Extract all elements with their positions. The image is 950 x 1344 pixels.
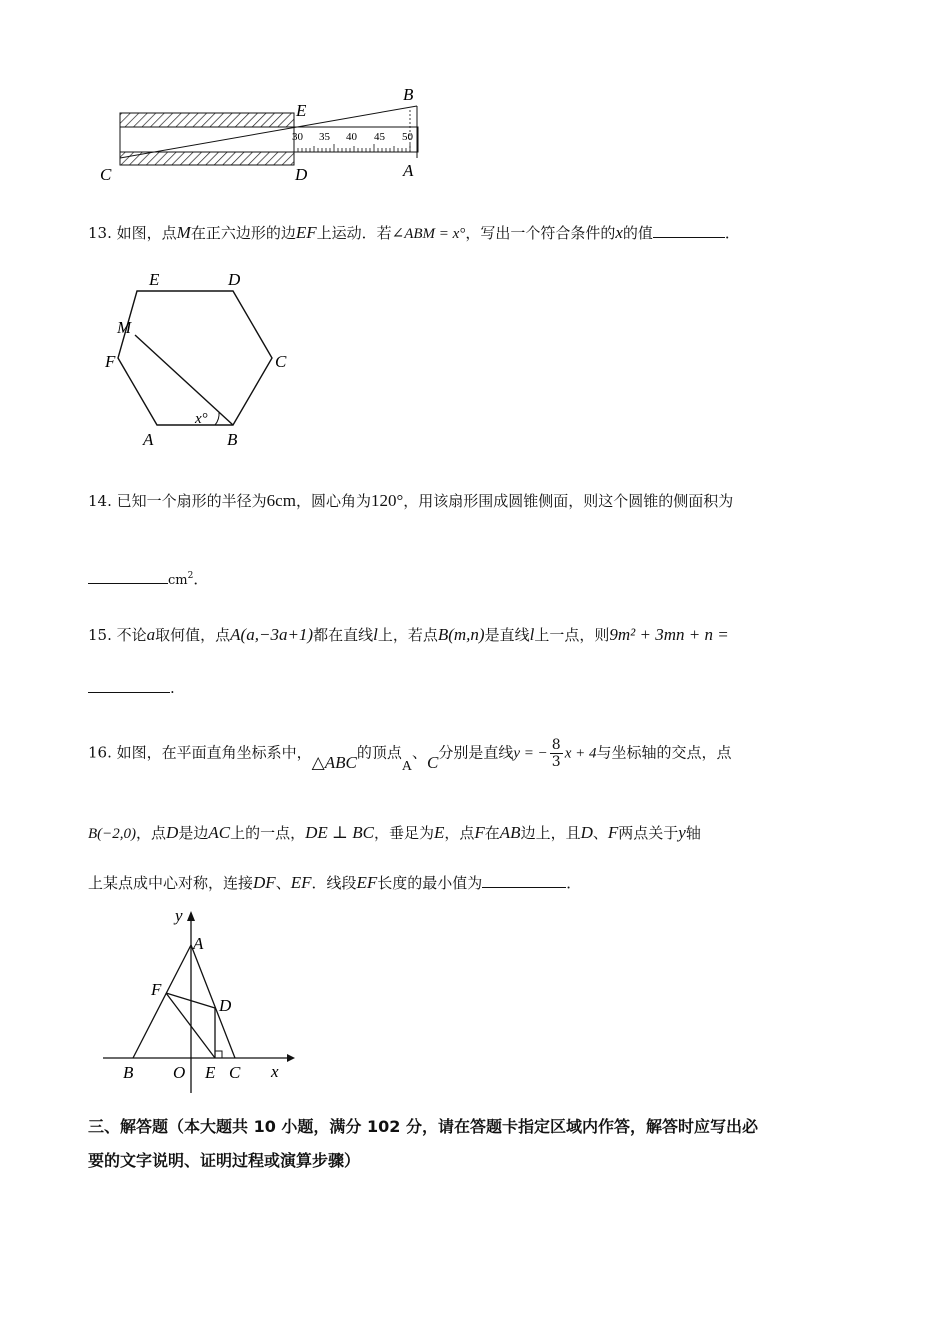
q14-text-c: ，用该扇形围成圆锥侧面，则这个圆锥的侧面积为: [403, 492, 734, 510]
coord-label-A: A: [193, 934, 204, 953]
q16-E: E: [433, 823, 445, 842]
q16-text-e: ，点: [136, 824, 167, 842]
y-axis-arrow: [187, 911, 195, 921]
hexagon: [118, 291, 272, 425]
angle-arc: [215, 412, 219, 425]
q15-text-e: 是直线: [484, 626, 530, 644]
q15-answer-blank: [88, 678, 170, 693]
q16-EF: EF: [290, 873, 312, 892]
q14-radius: 6cm: [266, 491, 296, 510]
tick-label-40: 40: [346, 131, 357, 143]
q13-answer-blank: [653, 223, 725, 238]
q16-C: C: [427, 752, 439, 772]
q16-text-a: 如图，在平面直角坐标系中，: [116, 743, 312, 762]
q14-text-a: 已知一个扇形的半径为: [116, 492, 267, 510]
q16-F2: F: [607, 823, 619, 842]
q16-sep3: 、: [275, 874, 291, 892]
question-14-line2: [88, 566, 208, 591]
q14-number: 14.: [88, 492, 112, 510]
q16-text-g: 上的一点，: [230, 824, 306, 842]
q13-end: ．: [724, 224, 740, 242]
q16-text-j: 在: [484, 824, 500, 842]
hex-label-E: E: [149, 270, 160, 289]
q16-text-h: ，垂足为: [373, 824, 434, 842]
q15-text-a: 不论: [116, 626, 147, 644]
middle-strip: [120, 127, 294, 152]
q15-pointA: A(a,−3a+1): [230, 625, 314, 644]
q16-AC: AC: [208, 823, 231, 842]
q13-text-a: 如图，点: [116, 224, 177, 242]
q16-answer-blank: [482, 873, 566, 888]
section-3-heading: [88, 1110, 878, 1178]
question-16: [88, 737, 732, 774]
coord-label-D: D: [219, 996, 232, 1015]
q16-F: F: [474, 823, 485, 842]
coord-label-O: O: [173, 1063, 186, 1082]
hex-label-B: B: [227, 430, 238, 449]
hex-label-F: F: [105, 352, 116, 371]
question-16-line3: [88, 873, 581, 893]
question-16-line2: [88, 823, 701, 844]
tick-label-50: 50: [402, 131, 413, 143]
coord-label-x: x: [271, 1062, 279, 1081]
q16-text-l: 两点关于: [618, 824, 679, 842]
q14-angle: 120°: [370, 491, 404, 510]
q15-end: .: [170, 679, 175, 697]
coord-label-F: F: [151, 980, 162, 999]
q16-D: D: [166, 823, 179, 842]
q13-text-d: ，写出一个符合条件的: [465, 224, 616, 242]
hexagon-figure: [95, 265, 305, 455]
q13-text-e: 的值: [622, 224, 653, 242]
q16-D2: D: [580, 823, 593, 842]
q13-x: x: [615, 223, 623, 242]
q13-M: M: [176, 223, 191, 242]
q15-number: 15.: [88, 626, 112, 644]
section-3-line2: 要的文字说明、证明过程或演算步骤）: [88, 1151, 361, 1170]
label-B: B: [403, 85, 414, 104]
coordinate-figure: [95, 905, 300, 1095]
label-E: E: [296, 101, 307, 120]
q15-l1: l: [373, 625, 378, 644]
q16-text-o: 长度的最小值为: [377, 874, 483, 892]
q16-text-f: 是边: [178, 824, 209, 842]
q15-text-f: 上一点，则: [534, 626, 610, 644]
q13-text-b: 在正六边形的边: [190, 224, 296, 242]
q16-DF: DF: [253, 873, 276, 892]
q15-expr: 9m² + 3mn + n =: [609, 625, 729, 644]
q15-l2: l: [529, 625, 535, 644]
q16-y: y: [678, 823, 686, 842]
q16-A: A: [401, 758, 412, 774]
tick-label-45: 45: [374, 131, 385, 143]
q14-end: ．: [193, 570, 209, 588]
q16-number: 16.: [88, 743, 112, 762]
q14-unit: cm: [168, 573, 188, 588]
q16-fraction: [550, 737, 563, 770]
q16-frac-den: 3: [551, 754, 561, 770]
q16-frac-num: 8: [551, 737, 561, 753]
q16-text-n: ．线段: [311, 874, 357, 892]
coord-label-B: B: [123, 1063, 134, 1082]
label-C: C: [100, 165, 112, 184]
hex-label-D: D: [228, 270, 241, 289]
q16-AB: AB: [499, 823, 521, 842]
q16-eq-right: x + 4: [564, 745, 597, 762]
question-15: [88, 625, 729, 645]
q13-angle: ∠ABM = x°: [391, 226, 466, 242]
hex-label-C: C: [275, 352, 287, 371]
coord-label-E: E: [205, 1063, 216, 1082]
q16-eq-left: y = −: [513, 745, 548, 762]
x-axis-arrow: [287, 1054, 295, 1062]
q16-sep2: 、: [592, 824, 608, 842]
q16-text-d: 与坐标轴的交点，点: [596, 743, 732, 762]
section-3-line1: 三、解答题（本大题共 10 小题，满分 102 分，请在答题卡指定区域内作答，解答时应写出必: [88, 1117, 758, 1136]
q13-EF: EF: [295, 223, 317, 242]
q16-perp: DE ⊥ BC: [305, 823, 374, 842]
ruler-figure: [95, 80, 435, 190]
right-angle-mark: [215, 1051, 222, 1058]
coord-label-C: C: [229, 1063, 241, 1082]
hex-angle-label: x°: [195, 411, 208, 427]
q16-text-c: 分别是直线: [438, 743, 514, 762]
hex-label-A: A: [143, 430, 154, 449]
q14-text-b: ，圆心角为: [295, 492, 371, 510]
q16-text-m: 轴: [685, 824, 701, 842]
q16-sep: 、: [411, 743, 427, 762]
q16-text-b: 的顶点: [356, 743, 402, 762]
q16-text-i: ，点: [444, 824, 475, 842]
lower-hatched-bar: [120, 152, 294, 165]
q15-text-c: 都在直线: [313, 626, 374, 644]
question-13: [88, 223, 740, 244]
label-D: D: [295, 165, 308, 184]
q16-end: ．: [566, 874, 582, 892]
q16-text-k: 边上，且: [520, 824, 581, 842]
q13-text-c: 上运动．若: [316, 224, 392, 242]
q15-text-d: 上，若点: [377, 626, 438, 644]
q16-line3-a: 上某点成中心对称，连接: [88, 874, 254, 892]
tick-label-30: 30: [292, 131, 303, 143]
coord-label-y: y: [175, 906, 183, 925]
tick-label-35: 35: [319, 131, 330, 143]
upper-hatched-bar: [120, 113, 294, 127]
q16-pointB: B(−2,0): [88, 826, 137, 842]
side-AB: [133, 945, 191, 1058]
label-A: A: [403, 161, 414, 180]
q14-unit-sup: 2: [187, 571, 194, 581]
question-14: [88, 491, 733, 511]
question-15-line2: [88, 678, 175, 698]
q16-EF2: EF: [356, 873, 378, 892]
q15-text-b: 取何值，点: [155, 626, 231, 644]
q15-pointB: B(m,n): [437, 625, 485, 644]
q13-number: 13.: [88, 224, 112, 242]
hex-label-M: M: [117, 318, 132, 337]
q15-a: a: [146, 625, 156, 644]
q16-tri: △ABC: [311, 752, 357, 772]
q14-answer-blank: [88, 569, 168, 584]
